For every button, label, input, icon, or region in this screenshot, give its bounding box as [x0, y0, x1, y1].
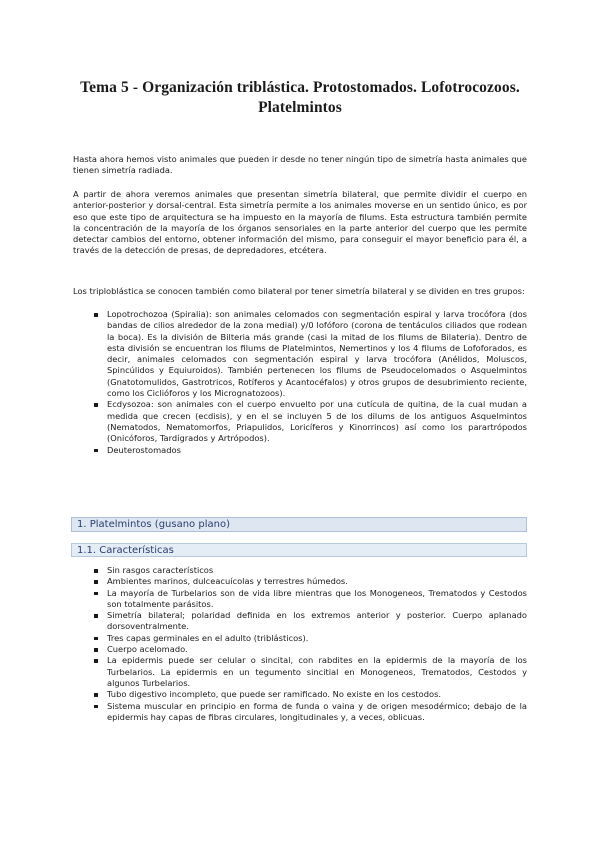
list-item: Sin rasgos característicos — [107, 565, 527, 576]
intro-paragraph-1: Hasta ahora hemos visto animales que pueden ir desde no tener ningún tipo de simetría hasta animales que tienen simetría radiada. — [73, 154, 527, 176]
list-item: Lopotrochozoa (Spiralia): son animales celomados con segmentación espiral y larva trocófora (dos bandas de cilios alrededor de la zona medial) y/0 lofóforo (corona de tentáculos ciliados que rodean la boca). Es la división de Bilteria más grande (casi la mitad de los filums de Bilateria). Dentro de esta división se encuentran los filums de Platelmintos, Nemertinos y los 4 filums de Lofoforados, es decir, animales celomados con segmentación espiral y larva trocófora (Anélidos, Moluscos, Spincúlidos y Equiuroidos). También pertenecen los filums de Pseudocelomados o Asquelmintos (Gnatotomulidos, Gastrotricos, Rotíferos y Acantocéfalos) y otros grupos de desubrimiento reciente, como los Ciclióforos y los Micrognatozoos). — [107, 309, 527, 399]
intro-paragraph-2: A partir de ahora veremos animales que presentan simetría bilateral, que permite dividir el cuerpo en anterior-posterior y dorsal-central. Esta simetría permite a los animales moverse en un sentido único, es por eso que este tipo de arquitectura se ha impuesto en la mayoría de filums. Esta estructura también permite la concentración de la mayoría de los órganos sensoriales en la parte anterior del cuerpo que les permite detectar cambios del entorno, obtener información del mismo, para conseguir el mayor beneficio para él, a través de la detección de presas, de depredadores, etcétera. — [73, 189, 527, 256]
section-heading-text: 1. Platelmintos (gusano plano) — [77, 519, 230, 530]
list-item: Cuerpo acelomado. — [107, 644, 527, 655]
list-item: Ecdysozoa: son animales con el cuerpo envuelto por una cutícula de quitina, de la cual mudan a medida que crecen (ecdisis), y en el se incluyen 5 de los dilums de los antiguos Asquelmintos (Nematodos, Nematomorfos, Priapulidos, Loricíferos y Kinorrincos) así como los parartrópodos (Onicóforos, Tardígrados y Artrópodos). — [107, 399, 527, 444]
section-heading-platelmintos — [71, 517, 527, 532]
list-item: Sistema muscular en principio en forma de funda o vaina y de origen mesodérmico; debajo de la epidermis hay capas de fibras circulares, longitudinales y, a veces, oblicuas. — [107, 700, 527, 722]
list-item: La epidermis puede ser celular o sincital, con rabdites en la epidermis de la mayoría de los Turbelarios. La epidermis en un tegumento sincitial en Monogeneos, Trematodos, Cestodos y algunos Turbelarios. — [107, 655, 527, 688]
groups-list — [107, 309, 527, 456]
list-item: Ambientes marinos, dulceacuícolas y terrestres húmedos. — [107, 576, 527, 587]
intro-paragraph-3: Los triploblástica se conocen también como bilateral por tener simetría bilateral y se dividen en tres grupos: — [73, 286, 525, 296]
list-item: Simetría bilateral; polaridad definida en los extremos anterior y posterior. Cuerpo aplanado dorsoventralmente. — [107, 610, 527, 632]
list-item: Tres capas germinales en el adulto (triblásticos). — [107, 633, 527, 644]
document-title: Tema 5 - Organización triblástica. Protostomados. Lofotrocozoos. Platelmintos — [80, 79, 520, 116]
list-item: Deuterostomados — [107, 445, 527, 456]
subsection-heading-text: 1.1. Características — [77, 545, 174, 556]
characteristics-list — [107, 565, 527, 723]
list-item: Tubo digestivo incompleto, que puede ser ramificado. No existe en los cestodos. — [107, 689, 527, 700]
subsection-heading-caracteristicas — [71, 543, 527, 557]
list-item: La mayoría de Turbelarios son de vida libre mientras que los Monogeneos, Trematodos y Cestodos son totalmente parásitos. — [107, 587, 527, 609]
